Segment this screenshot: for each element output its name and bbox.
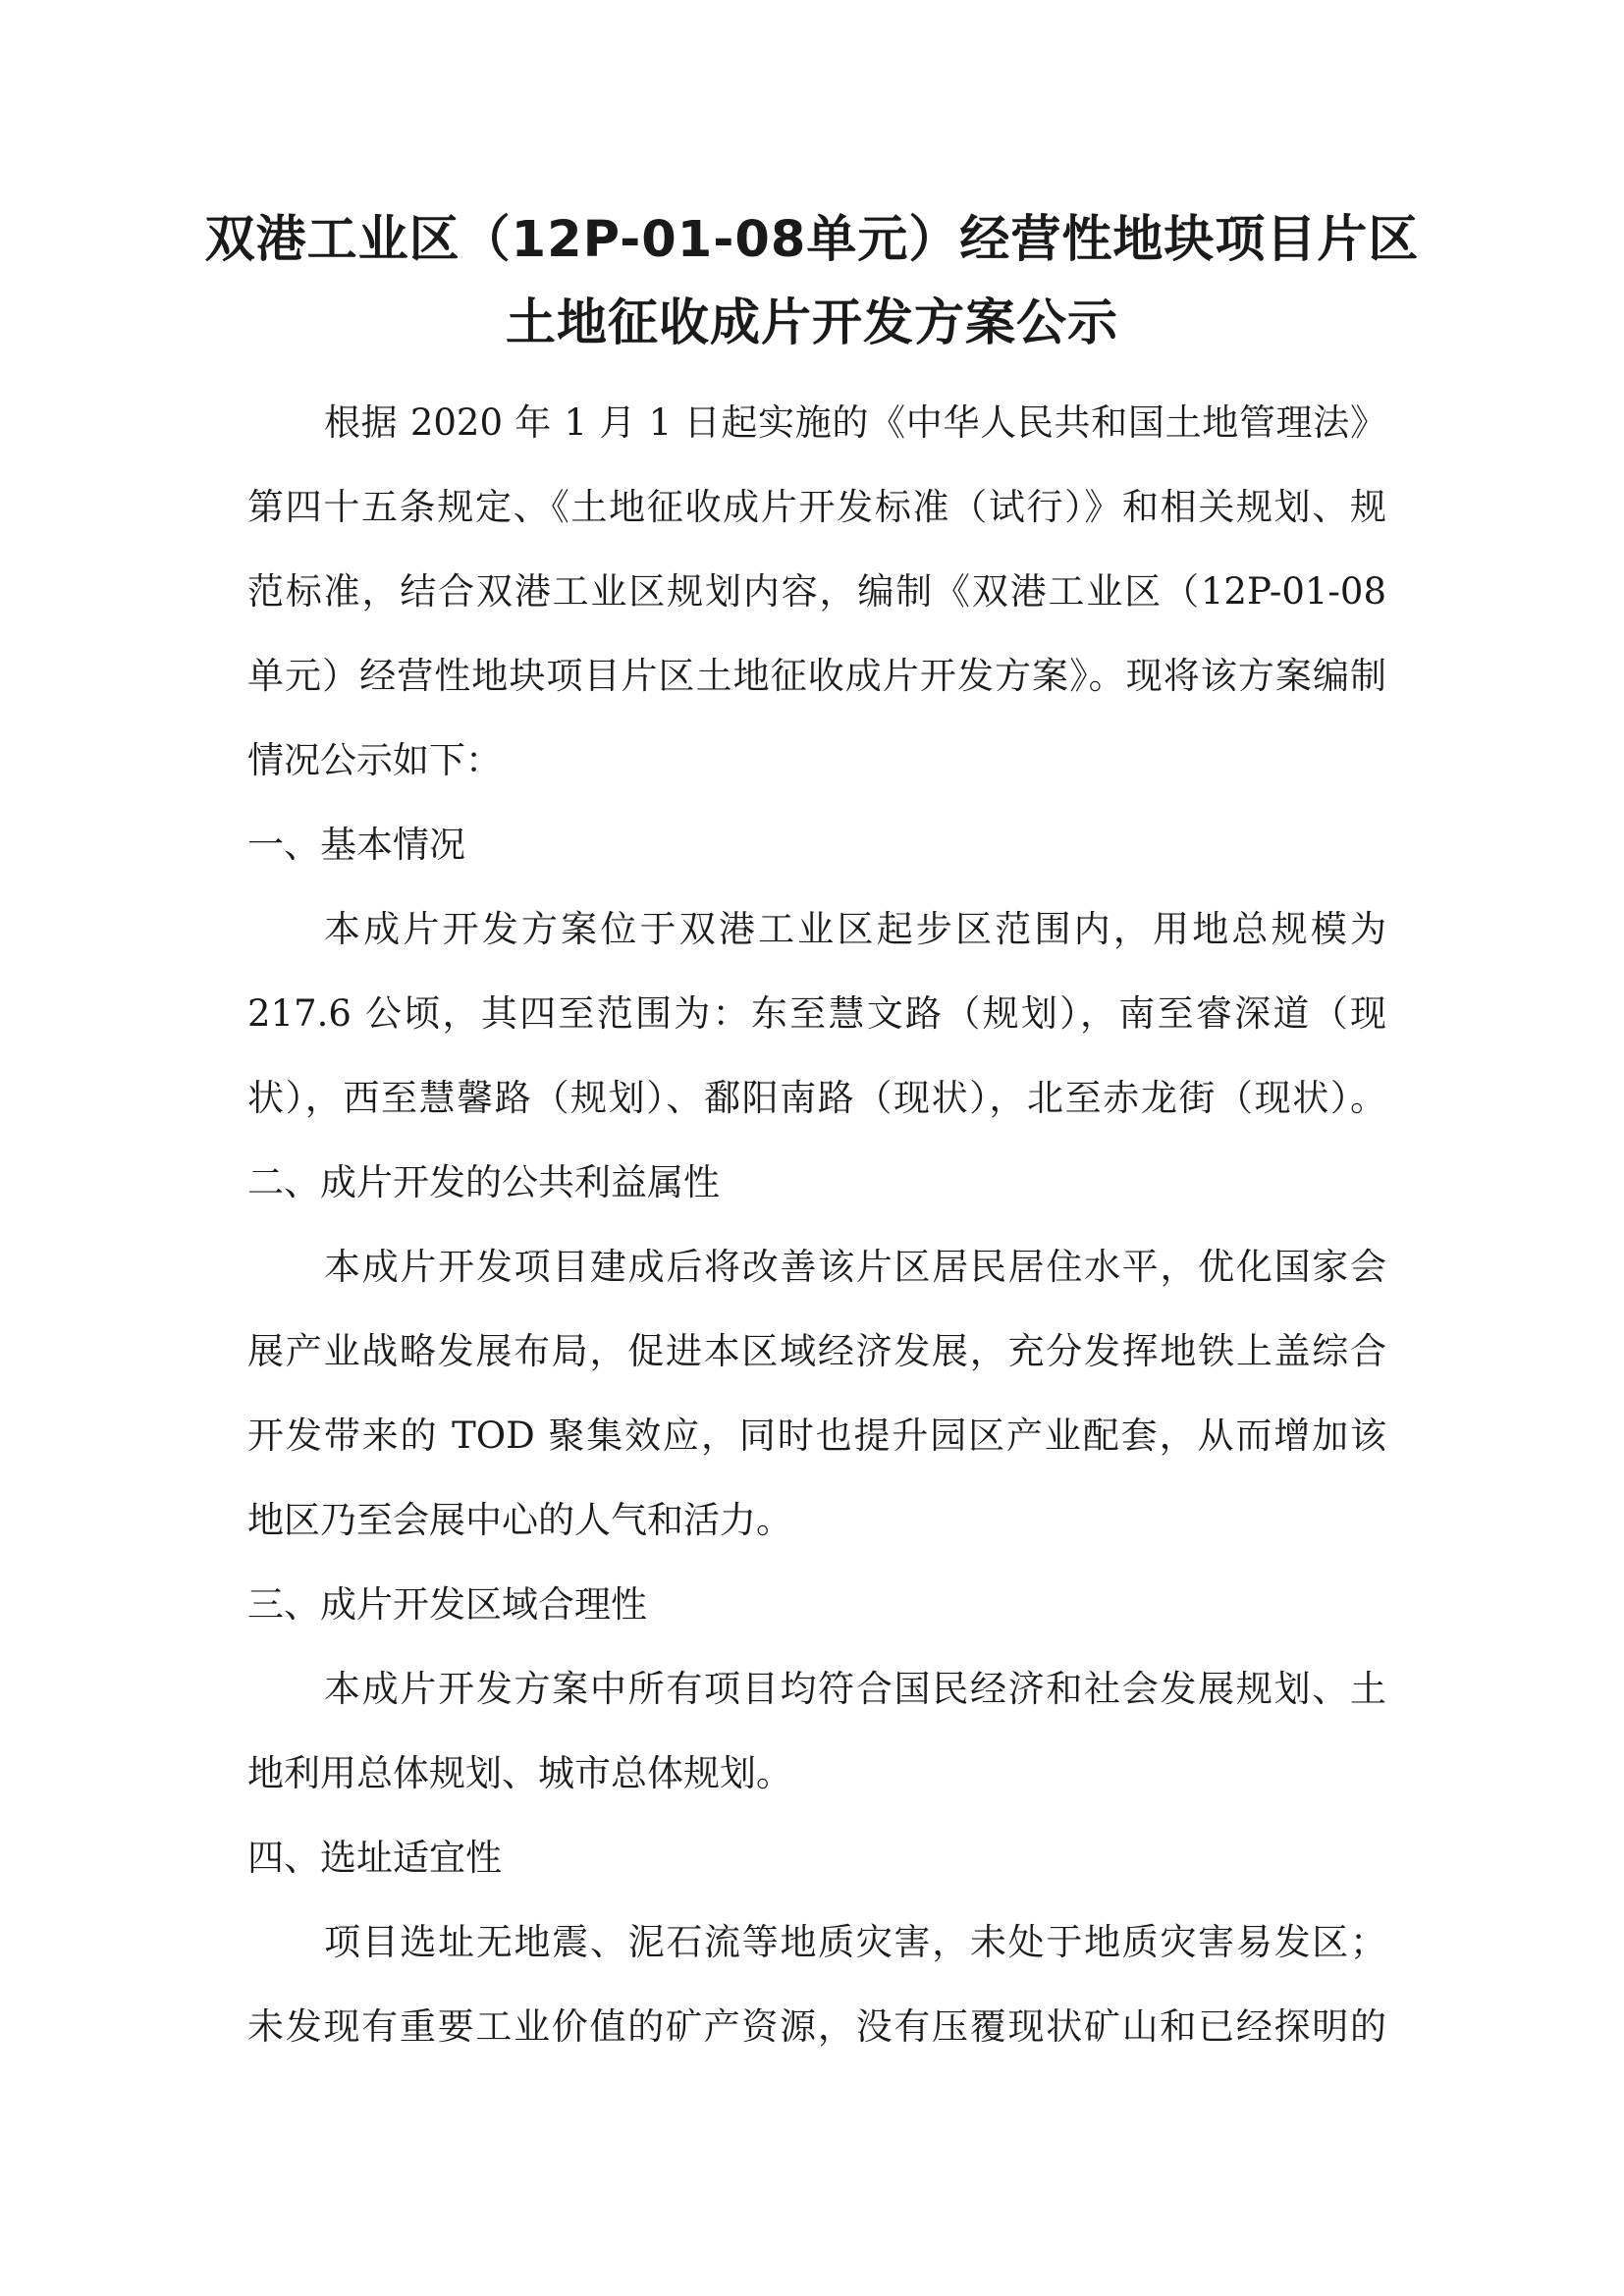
- paragraph-line: 217.6 公顷，其四至范围为：东至慧文路（规划），南至睿深道（现: [247, 992, 1386, 1035]
- paragraph-line: 状），西至慧馨路（规划）、鄱阳南路（现状），北至赤龙街（现状）。: [247, 1077, 1386, 1119]
- section-heading-3: 三、成片开发区域合理性: [247, 1583, 647, 1626]
- paragraph-line: 本成片开发方案位于双港工业区起步区范围内，用地总规模为: [324, 908, 1386, 950]
- section-heading-1: 一、基本情况: [247, 824, 465, 866]
- paragraph-line: 范标准，结合双港工业区规划内容，编制《双港工业区（12P-01-08: [247, 570, 1386, 613]
- document-title-line-2: 土地征收成片开发方案公示: [505, 294, 1118, 352]
- document-title-line-1: 双港工业区（12P-01-08单元）经营性地块项目片区: [204, 211, 1420, 269]
- paragraph-line: 地区乃至会展中心的人气和活力。: [247, 1499, 792, 1541]
- paragraph-line: 本成片开发方案中所有项目均符合国民经济和社会发展规划、土: [324, 1668, 1386, 1710]
- paragraph-line: 单元）经营性地块项目片区土地征收成片开发方案》。现将该方案编制: [247, 655, 1386, 697]
- paragraph-line: 项目选址无地震、泥石流等地质灾害，未处于地质灾害易发区；: [324, 1921, 1386, 1963]
- paragraph-line: 第四十五条规定、《土地征收成片开发标准（试行）》和相关规划、规: [247, 486, 1386, 528]
- section-heading-4: 四、选址适宜性: [247, 1837, 502, 1879]
- paragraph-line: 情况公示如下：: [247, 739, 502, 781]
- section-heading-2: 二、成片开发的公共利益属性: [247, 1161, 720, 1203]
- paragraph-line: 根据 2020 年 1 月 1 日起实施的《中华人民共和国土地管理法》: [324, 401, 1386, 444]
- paragraph-line: 本成片开发项目建成后将改善该片区居民居住水平，优化国家会: [324, 1246, 1386, 1288]
- paragraph-line: 展产业战略发展布局，促进本区域经济发展，充分发挥地铁上盖综合: [247, 1330, 1386, 1372]
- paragraph-line: 开发带来的 TOD 聚集效应，同时也提升园区产业配套，从而增加该: [247, 1415, 1386, 1457]
- paragraph-line: 未发现有重要工业价值的矿产资源，没有压覆现状矿山和已经探明的: [247, 2005, 1386, 2048]
- paragraph-line: 地利用总体规划、城市总体规划。: [247, 1752, 792, 1794]
